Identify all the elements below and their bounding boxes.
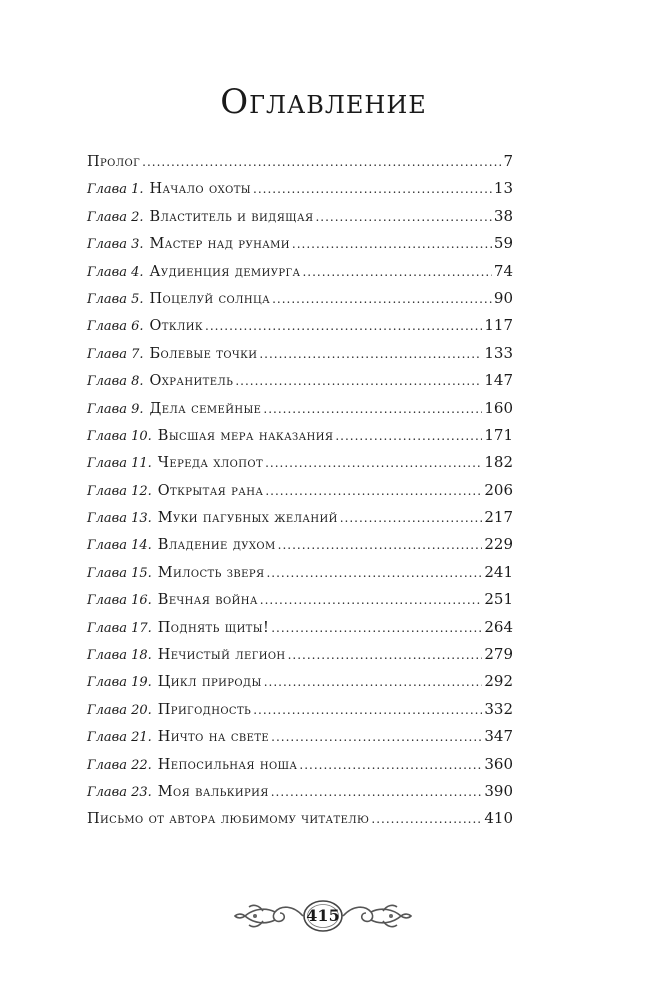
chapter-title: Вечная война (157, 592, 258, 609)
chapter-title: Цикл природы (157, 674, 262, 691)
dot-leader (340, 511, 483, 525)
dot-leader (272, 292, 492, 306)
toc-entry (87, 508, 513, 535)
chapter-title: Дела семейные (149, 400, 262, 417)
chapter-page-number: 38 (493, 206, 513, 225)
toc-entry (87, 399, 513, 426)
chapter-page-number: 133 (484, 343, 513, 362)
chapter-page-number: 347 (484, 727, 513, 746)
dot-leader (315, 210, 491, 224)
chapter-number: Глава 23. (87, 784, 152, 800)
chapter-title: Аудиенция демиурга (149, 263, 301, 280)
chapter-title: Отклик (149, 318, 204, 335)
dot-leader (265, 484, 482, 498)
chapter-page-number: 390 (484, 781, 513, 800)
chapter-number: Глава 20. (87, 702, 152, 718)
chapter-number: Глава 5. (87, 291, 144, 307)
toc-entry (87, 727, 513, 754)
chapter-title: Высшая мера наказания (157, 427, 334, 444)
page-title: Оглавление (220, 82, 427, 122)
chapter-title: Письмо от автора любимому читателю (87, 811, 370, 828)
dot-leader (253, 703, 482, 717)
dot-leader (302, 265, 491, 279)
chapter-title: Муки пагубных желаний (157, 510, 338, 527)
toc-entry (87, 426, 513, 453)
chapter-title: Пригодность (157, 701, 252, 718)
chapter-page-number: 241 (484, 562, 513, 581)
chapter-number: Глава 16. (87, 593, 152, 609)
chapter-number: Глава 10. (87, 428, 152, 444)
chapter-number: Глава 1. (87, 182, 144, 198)
dot-leader (371, 812, 482, 826)
toc-entry (87, 289, 513, 316)
chapter-number: Глава 7. (87, 346, 144, 362)
toc-entry (87, 262, 513, 289)
toc-entry (87, 782, 513, 809)
dot-leader (266, 566, 482, 580)
chapter-page-number: 410 (484, 809, 513, 828)
chapter-title: Болевые точки (149, 345, 258, 362)
dot-leader (235, 374, 482, 388)
dot-leader (142, 155, 501, 169)
chapter-title: Поцелуй солнца (149, 290, 271, 307)
page-number: 415 (306, 906, 340, 925)
chapter-page-number: 206 (484, 480, 513, 499)
dot-leader (335, 429, 482, 443)
toc-entry (87, 563, 513, 590)
toc-entry (87, 755, 513, 782)
toc-entry (87, 700, 513, 727)
chapter-page-number: 90 (493, 288, 513, 307)
toc-entry (87, 590, 513, 617)
toc-entry (87, 672, 513, 699)
chapter-title: Нечистый легион (157, 647, 286, 664)
chapter-title: Поднять щиты! (157, 619, 270, 636)
chapter-title: Мастер над рунами (149, 236, 290, 253)
chapter-number: Глава 21. (87, 730, 152, 746)
toc-entry (87, 207, 513, 234)
chapter-number: Глава 6. (87, 319, 144, 335)
page-number-ornament (233, 895, 413, 937)
chapter-number: Глава 14. (87, 538, 152, 554)
chapter-title: Череда хлопот (157, 455, 264, 472)
chapter-title: Охранитель (149, 373, 234, 390)
toc-entry (87, 618, 513, 645)
chapter-number: Глава 13. (87, 511, 152, 527)
chapter-page-number: 147 (484, 371, 513, 390)
dot-leader (278, 538, 483, 552)
chapter-title: Начало охоты (149, 181, 251, 198)
dot-leader (271, 621, 482, 635)
chapter-page-number: 332 (484, 699, 513, 718)
chapter-page-number: 217 (484, 508, 513, 527)
chapter-page-number: 264 (484, 617, 513, 636)
chapter-title: Непосильная ноша (157, 756, 298, 773)
chapter-title: Ничто на свете (157, 729, 270, 746)
dot-leader (264, 675, 483, 689)
chapter-title: Владение духом (157, 537, 276, 554)
chapter-title: Пролог (87, 154, 141, 170)
chapter-number: Глава 8. (87, 374, 144, 390)
toc-entry (87, 453, 513, 480)
dot-leader (288, 648, 483, 662)
chapter-page-number: 160 (484, 398, 513, 417)
chapter-number: Глава 15. (87, 565, 152, 581)
toc-entry (87, 179, 513, 206)
chapter-page-number: 74 (493, 261, 513, 280)
chapter-page-number: 59 (493, 234, 513, 253)
chapter-number: Глава 19. (87, 675, 152, 691)
chapter-page-number: 279 (484, 645, 513, 664)
chapter-page-number: 7 (503, 152, 513, 170)
chapter-number: Глава 9. (87, 401, 144, 417)
table-of-contents (87, 152, 513, 837)
chapter-number: Глава 12. (87, 483, 152, 499)
toc-entry (87, 645, 513, 672)
toc-entry (87, 535, 513, 562)
chapter-page-number: 182 (484, 453, 513, 472)
dot-leader (292, 237, 492, 251)
chapter-page-number: 360 (484, 754, 513, 773)
chapter-page-number: 13 (493, 179, 513, 198)
dot-leader (263, 402, 482, 416)
dot-leader (271, 730, 482, 744)
chapter-title: Милость зверя (157, 564, 265, 581)
dot-leader (259, 347, 482, 361)
chapter-number: Глава 22. (87, 757, 152, 773)
chapter-title: Властитель и видящая (149, 208, 314, 225)
chapter-page-number: 117 (484, 316, 513, 335)
dot-leader (265, 456, 482, 470)
toc-entry (87, 152, 513, 179)
dot-leader (205, 319, 482, 333)
chapter-page-number: 171 (484, 425, 513, 444)
chapter-title: Моя валькирия (157, 783, 269, 800)
toc-entry (87, 316, 513, 343)
toc-entry (87, 234, 513, 261)
dot-leader (299, 758, 482, 772)
chapter-number: Глава 2. (87, 209, 144, 225)
chapter-number: Глава 4. (87, 264, 144, 280)
chapter-number: Глава 17. (87, 620, 152, 636)
chapter-page-number: 229 (484, 535, 513, 554)
chapter-number: Глава 3. (87, 237, 144, 253)
chapter-page-number: 251 (484, 590, 513, 609)
toc-entry (87, 344, 513, 371)
toc-entry (87, 809, 513, 836)
dot-leader (253, 182, 492, 196)
dot-leader (260, 593, 483, 607)
chapter-page-number: 292 (484, 672, 513, 691)
toc-entry (87, 371, 513, 398)
chapter-number: Глава 11. (87, 456, 152, 472)
dot-leader (271, 785, 483, 799)
toc-entry (87, 481, 513, 508)
chapter-title: Открытая рана (157, 482, 264, 499)
chapter-number: Глава 18. (87, 648, 152, 664)
